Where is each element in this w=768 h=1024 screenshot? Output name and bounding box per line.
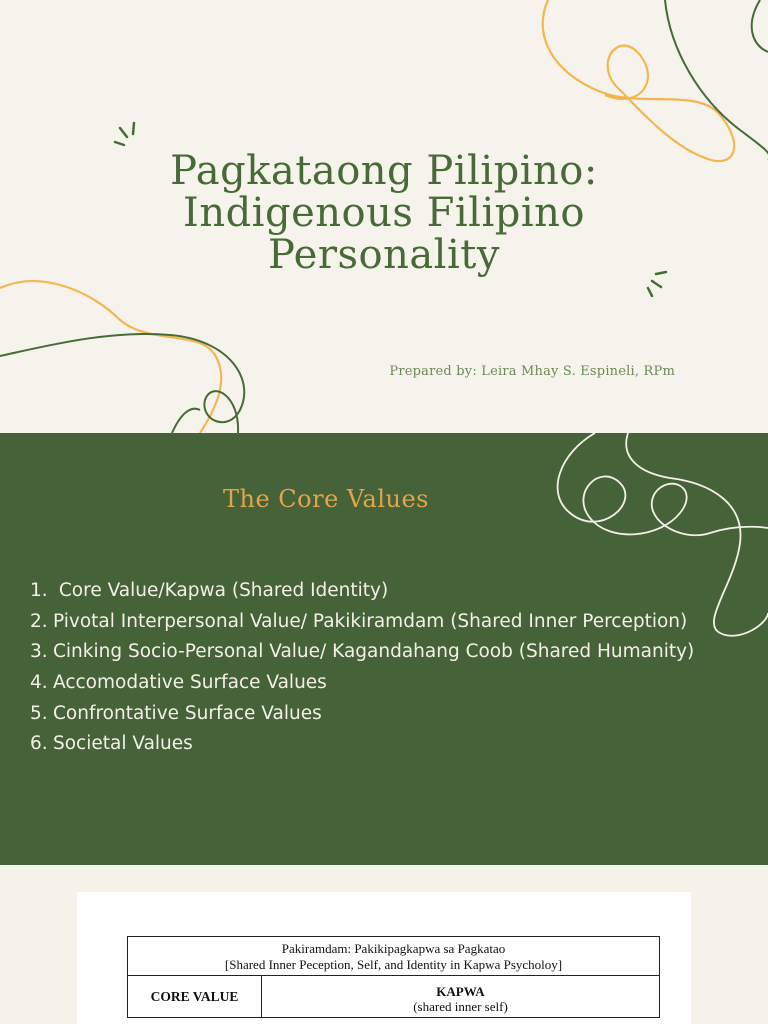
list-text: Cinking Socio-Personal Value/ Kagandahang Coob (Shared Humanity) (53, 641, 695, 663)
squiggle-orange-top-right (543, 0, 734, 161)
presentation-title (100, 150, 668, 276)
row-value-cell (262, 976, 660, 1018)
list-text: Societal Values (53, 733, 193, 755)
table-slide (0, 865, 768, 1024)
squiggle-green-left-2 (172, 409, 200, 433)
title-line-1: Pagkataong Pilipino: (170, 148, 598, 194)
pakiramdam-table (127, 936, 660, 1018)
table-subtitle: [Shared Inner Peception, Self, and Identity in Kapwa Psycholoy] (224, 957, 563, 972)
list-text: Core Value/Kapwa (Shared Identity) (53, 580, 389, 601)
list-text: Confrontative Surface Values (53, 702, 322, 724)
list-item (30, 637, 694, 668)
table-header-cell (128, 937, 660, 976)
core-values-list (30, 576, 694, 760)
row-value-sub: (shared inner self) (413, 998, 508, 1014)
row-value: KAPWA (436, 983, 485, 999)
list-item (30, 699, 694, 730)
table-title: Pakiramdam: Pakikipagkapwa sa Pagkatao (281, 941, 506, 956)
squiggle-green-top-right-2 (752, 0, 768, 52)
title-line-2: Indigenous Filipino (183, 190, 585, 236)
list-number: 3. (30, 641, 48, 663)
list-text: Pivotal Interpersonal Value/ Pakikiramdam (Shared Inner Perception) (53, 610, 688, 632)
list-number: 6. (30, 733, 48, 755)
row-label-cell: CORE VALUE (128, 976, 262, 1018)
list-item (30, 668, 694, 699)
prepared-by-text: Prepared by: Leira Mhay S. Espineli, RPm (389, 364, 675, 379)
list-number: 5. (30, 702, 48, 724)
squiggle-green-left (0, 334, 244, 433)
sparkle-icon-top-left (115, 123, 134, 145)
list-item (30, 729, 694, 760)
core-values-heading: The Core Values (222, 485, 429, 513)
list-number: 1. (30, 580, 48, 601)
core-values-slide (0, 433, 768, 865)
document-image (77, 892, 691, 1024)
list-text: Accomodative Surface Values (53, 672, 327, 694)
list-item (30, 576, 694, 607)
list-number: 2. (30, 610, 48, 632)
title-line-3: Personality (268, 232, 500, 278)
title-slide (0, 0, 768, 433)
list-number: 4. (30, 672, 48, 694)
list-item (30, 607, 694, 638)
